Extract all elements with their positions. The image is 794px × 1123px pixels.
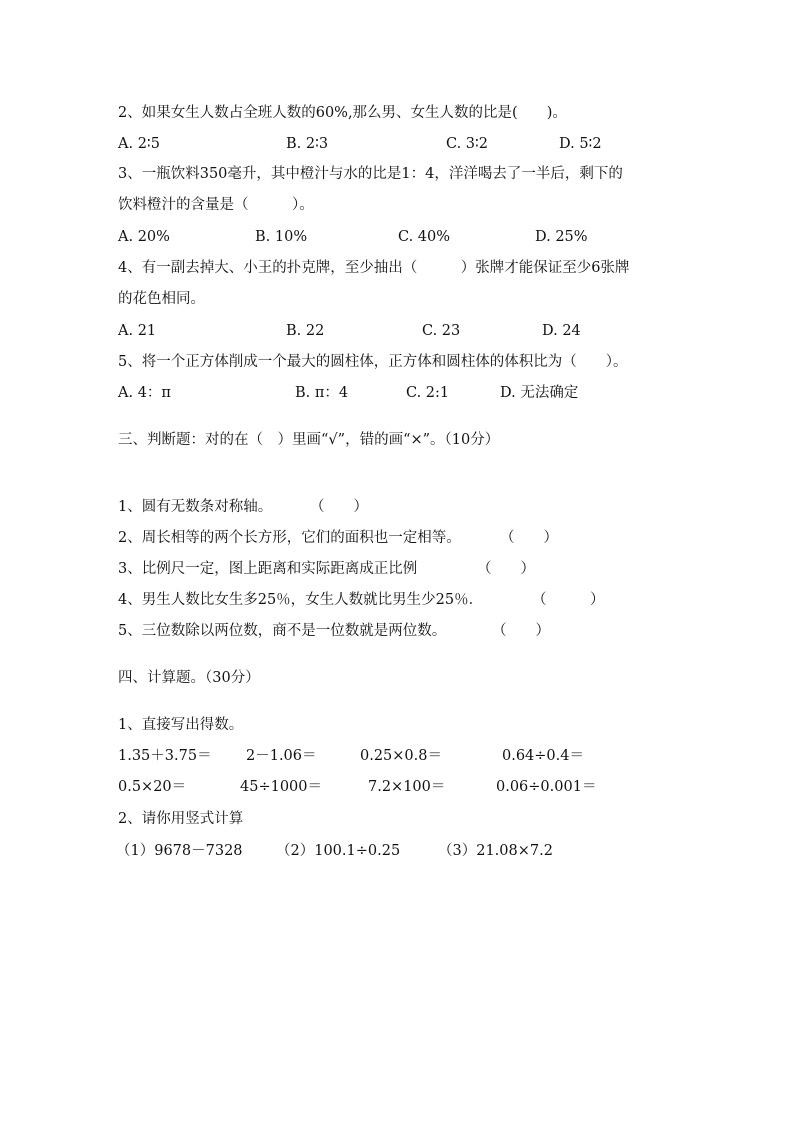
- vertical-calc-item: （2）100.1÷0.25: [276, 843, 401, 859]
- section4-title: 四、计算题。（30分）: [118, 670, 260, 686]
- q2-option-a[interactable]: A. 2∶5: [118, 136, 160, 152]
- section4-sub1: 1、直接写出得数。: [118, 717, 244, 733]
- tf-answer-blank[interactable]: （ ）: [500, 530, 558, 546]
- q2-stem: 2、如果女生人数占全班人数的60%,那么男、女生人数的比是( )。: [118, 105, 567, 121]
- q5-option-d[interactable]: D. 无法确定: [500, 385, 579, 401]
- tf-answer-blank[interactable]: （ ）: [532, 592, 605, 608]
- tf-item-text: 5、三位数除以两位数，商不是一位数就是两位数。: [118, 623, 447, 639]
- section4-sub2: 2、请你用竖式计算: [118, 811, 244, 827]
- q2-option-d[interactable]: D. 5∶2: [559, 136, 602, 152]
- tf-item-2: [0, 529, 794, 547]
- tf-item-1: [0, 498, 794, 516]
- q5-stem: 5、将一个正方体削成一个最大的圆柱体，正方体和圆柱体的体积比为（ ）。: [118, 354, 628, 370]
- vertical-calc-item: （3）21.08×7.2: [438, 843, 553, 859]
- calc-item: 0.64÷0.4＝: [502, 748, 584, 764]
- tf-item-5: [0, 622, 794, 640]
- q5-option-a[interactable]: A. 4：π: [118, 385, 171, 401]
- calc-item: 45÷1000＝: [240, 779, 323, 795]
- tf-answer-blank[interactable]: （ ）: [492, 623, 550, 639]
- tf-answer-blank[interactable]: （ ）: [310, 499, 368, 515]
- calc-row-2: [0, 778, 794, 796]
- q4-option-a[interactable]: A. 21: [118, 323, 157, 339]
- q5-option-b[interactable]: B. π：4: [295, 385, 349, 401]
- vertical-calc-item: （1）9678－7328: [116, 843, 243, 859]
- calc-item: 0.5×20＝: [118, 779, 187, 795]
- q4-stem-line2: 的花色相同。: [118, 291, 205, 307]
- q4-options: [0, 322, 794, 340]
- q3-option-d[interactable]: D. 25%: [535, 229, 588, 245]
- calc-row-3: [0, 842, 794, 860]
- q4-option-b[interactable]: B. 22: [286, 323, 325, 339]
- tf-item-4: [0, 591, 794, 609]
- q3-options: [0, 228, 794, 246]
- calc-item: 0.06÷0.001＝: [496, 779, 597, 795]
- calc-row-1: [0, 747, 794, 765]
- q4-stem-line1: 4、有一副去掉大、小王的扑克牌，至少抽出（ ）张牌才能保证至少6张牌: [118, 260, 630, 276]
- tf-item-text: 3、比例尺一定，图上距离和实际距离成正比例: [118, 561, 418, 577]
- q3-option-a[interactable]: A. 20%: [118, 229, 170, 245]
- q5-option-c[interactable]: C. 2:1: [406, 385, 450, 401]
- q4-option-d[interactable]: D. 24: [542, 323, 581, 339]
- tf-item-text: 2、周长相等的两个长方形，它们的面积也一定相等。: [118, 530, 461, 546]
- q2-options: [0, 135, 794, 153]
- q3-option-c[interactable]: C. 40%: [398, 229, 451, 245]
- tf-answer-blank[interactable]: （ ）: [477, 561, 535, 577]
- q5-options: [0, 384, 794, 402]
- q2-option-b[interactable]: B. 2∶3: [286, 136, 329, 152]
- section3-title: 三、判断题：对的在（ ）里画“√”，错的画“×”。（10分）: [118, 432, 500, 448]
- tf-item-3: [0, 560, 794, 578]
- calc-item: 2－1.06＝: [246, 748, 317, 764]
- calc-item: 0.25×0.8＝: [360, 748, 442, 764]
- tf-item-text: 1、圆有无数条对称轴。: [118, 499, 273, 515]
- q3-stem-line1: 3、一瓶饮料350毫升，其中橙汁与水的比是1：4，洋洋喝去了一半后，剩下的: [118, 166, 623, 182]
- calc-item: 7.2×100＝: [368, 779, 446, 795]
- q3-stem-line2: 饮料橙汁的含量是（ ）。: [118, 197, 314, 213]
- calc-item: 1.35＋3.75＝: [118, 748, 212, 764]
- tf-item-text: 4、男生人数比女生多25％，女生人数就比男生少25％．: [118, 592, 484, 608]
- q4-option-c[interactable]: C. 23: [422, 323, 461, 339]
- q2-option-c[interactable]: C. 3∶2: [446, 136, 489, 152]
- q3-option-b[interactable]: B. 10%: [255, 229, 308, 245]
